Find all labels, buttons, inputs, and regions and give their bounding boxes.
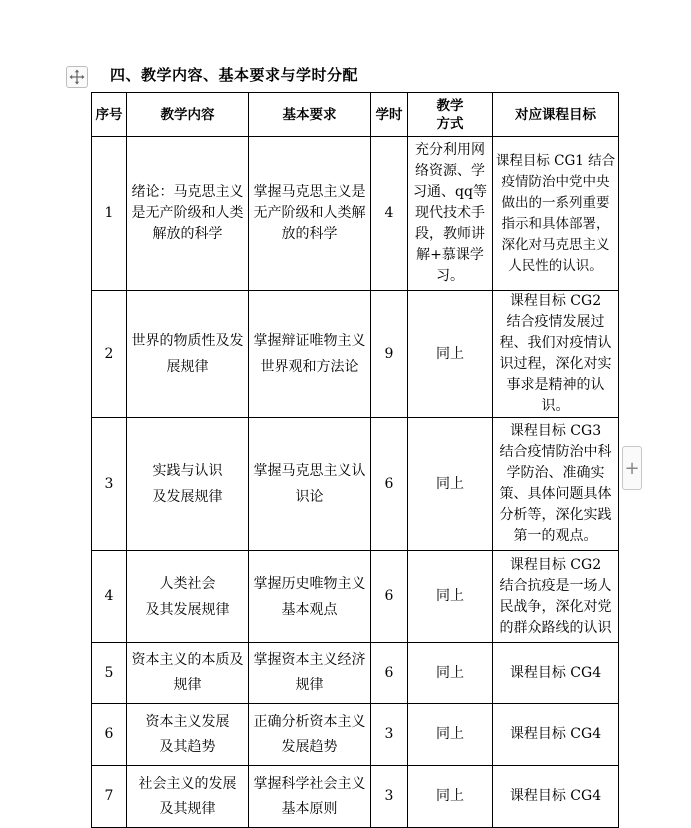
row-index: 6 (92, 704, 127, 766)
row-goal-detail: 结合疫情防治中科学防治、准确实策、具体问题具体分析等，深化实践第一的观点。 (499, 444, 612, 544)
header-content: 教学内容 (127, 93, 249, 137)
row-requirement: 正确分析资本主义发展趋势 (249, 704, 371, 766)
row-goal: 课程目标 CG1 结合疫情防治中党中央做出的一系列重要指示和具体部署，深化对马克思主义人民性的认识。 (493, 137, 619, 291)
row-hours: 6 (371, 418, 408, 551)
row-content-line1: 社会主义的发展 (138, 775, 237, 792)
row-content (127, 418, 249, 551)
row-method: 同上 (408, 418, 493, 551)
row-content-line2: 及其发展规律 (145, 601, 230, 618)
row-index: 5 (92, 643, 127, 704)
row-goal (493, 418, 619, 551)
row-content-line2: 及发展规律 (152, 489, 223, 505)
row-index: 3 (92, 418, 127, 551)
row-content-line1: 资本主义发展 (145, 713, 230, 730)
table-header-row (92, 93, 619, 137)
row-goal-title: 课程目标 CG3 (509, 423, 602, 439)
row-goal (493, 551, 619, 643)
row-content-line2: 及其规律 (159, 800, 216, 817)
table-row (92, 766, 619, 828)
row-content (127, 766, 249, 828)
row-goal: 课程目标 CG4 (493, 704, 619, 766)
table-row (92, 291, 619, 418)
section-heading: 四、教学内容、基本要求与学时分配 (110, 66, 359, 84)
row-hours: 3 (371, 766, 408, 828)
row-hours: 6 (371, 551, 408, 643)
row-method: 同上 (408, 643, 493, 704)
row-method: 同上 (408, 291, 493, 418)
row-index: 7 (92, 766, 127, 828)
row-requirement: 掌握历史唯物主义基本观点 (249, 551, 371, 643)
row-content: 资本主义的本质及规律 (127, 643, 249, 704)
row-goal-detail: 结合抗疫是一场人民战争，深化对党的群众路线的认识 (499, 577, 612, 636)
row-requirement: 掌握辩证唯物主义世界观和方法论 (249, 291, 371, 418)
row-goal (493, 291, 619, 418)
row-method: 同上 (408, 766, 493, 828)
row-goal: 课程目标 CG4 (493, 766, 619, 828)
row-index: 2 (92, 291, 127, 418)
plus-icon: + (624, 457, 640, 479)
row-content-line1: 人类社会 (159, 575, 216, 592)
header-index: 序号 (92, 93, 127, 137)
header-goal: 对应课程目标 (493, 93, 619, 137)
header-requirement: 基本要求 (249, 93, 371, 137)
add-column-button[interactable] (622, 446, 642, 490)
row-hours: 9 (371, 291, 408, 418)
table-row (92, 418, 619, 551)
row-hours: 3 (371, 704, 408, 766)
row-content: 世界的物质性及发展规律 (127, 291, 249, 418)
row-hours: 6 (371, 643, 408, 704)
row-requirement: 掌握马克思主义认识论 (249, 418, 371, 551)
teaching-content-table (91, 92, 619, 828)
header-method-line2: 方式 (436, 115, 464, 132)
row-requirement: 掌握资本主义经济规律 (249, 643, 371, 704)
row-hours: 4 (371, 137, 408, 291)
row-content (127, 551, 249, 643)
table-row (92, 137, 619, 291)
row-method: 充分利用网络资源、学习通、qq等现代技术手段，教师讲解+慕课学习。 (408, 137, 493, 291)
row-content: 绪论：马克思主义是无产阶级和人类解放的科学 (127, 137, 249, 291)
row-goal-detail: 结合疫情发展过程、我们对疫情认识过程，深化对实事求是精神的认识。 (499, 314, 612, 414)
row-index: 1 (92, 137, 127, 291)
table-row (92, 704, 619, 766)
row-method: 同上 (408, 551, 493, 643)
header-method (408, 93, 493, 137)
header-method-line1: 教学 (436, 97, 464, 114)
table-row (92, 551, 619, 643)
header-hours: 学时 (371, 93, 408, 137)
row-index: 4 (92, 551, 127, 643)
row-requirement: 掌握马克思主义是无产阶级和人类解放的科学 (249, 137, 371, 291)
row-goal: 课程目标 CG4 (493, 643, 619, 704)
row-method: 同上 (408, 704, 493, 766)
table-move-handle[interactable] (66, 66, 88, 88)
row-content-line1: 实践与认识 (152, 463, 223, 479)
row-content (127, 704, 249, 766)
row-goal-title: 课程目标 CG2 (509, 293, 602, 309)
table-row (92, 643, 619, 704)
move-arrows-icon (69, 69, 85, 85)
row-content-line2: 及其趋势 (159, 738, 216, 755)
row-requirement: 掌握科学社会主义基本原则 (249, 766, 371, 828)
row-goal-title: 课程目标 CG2 (509, 556, 602, 573)
